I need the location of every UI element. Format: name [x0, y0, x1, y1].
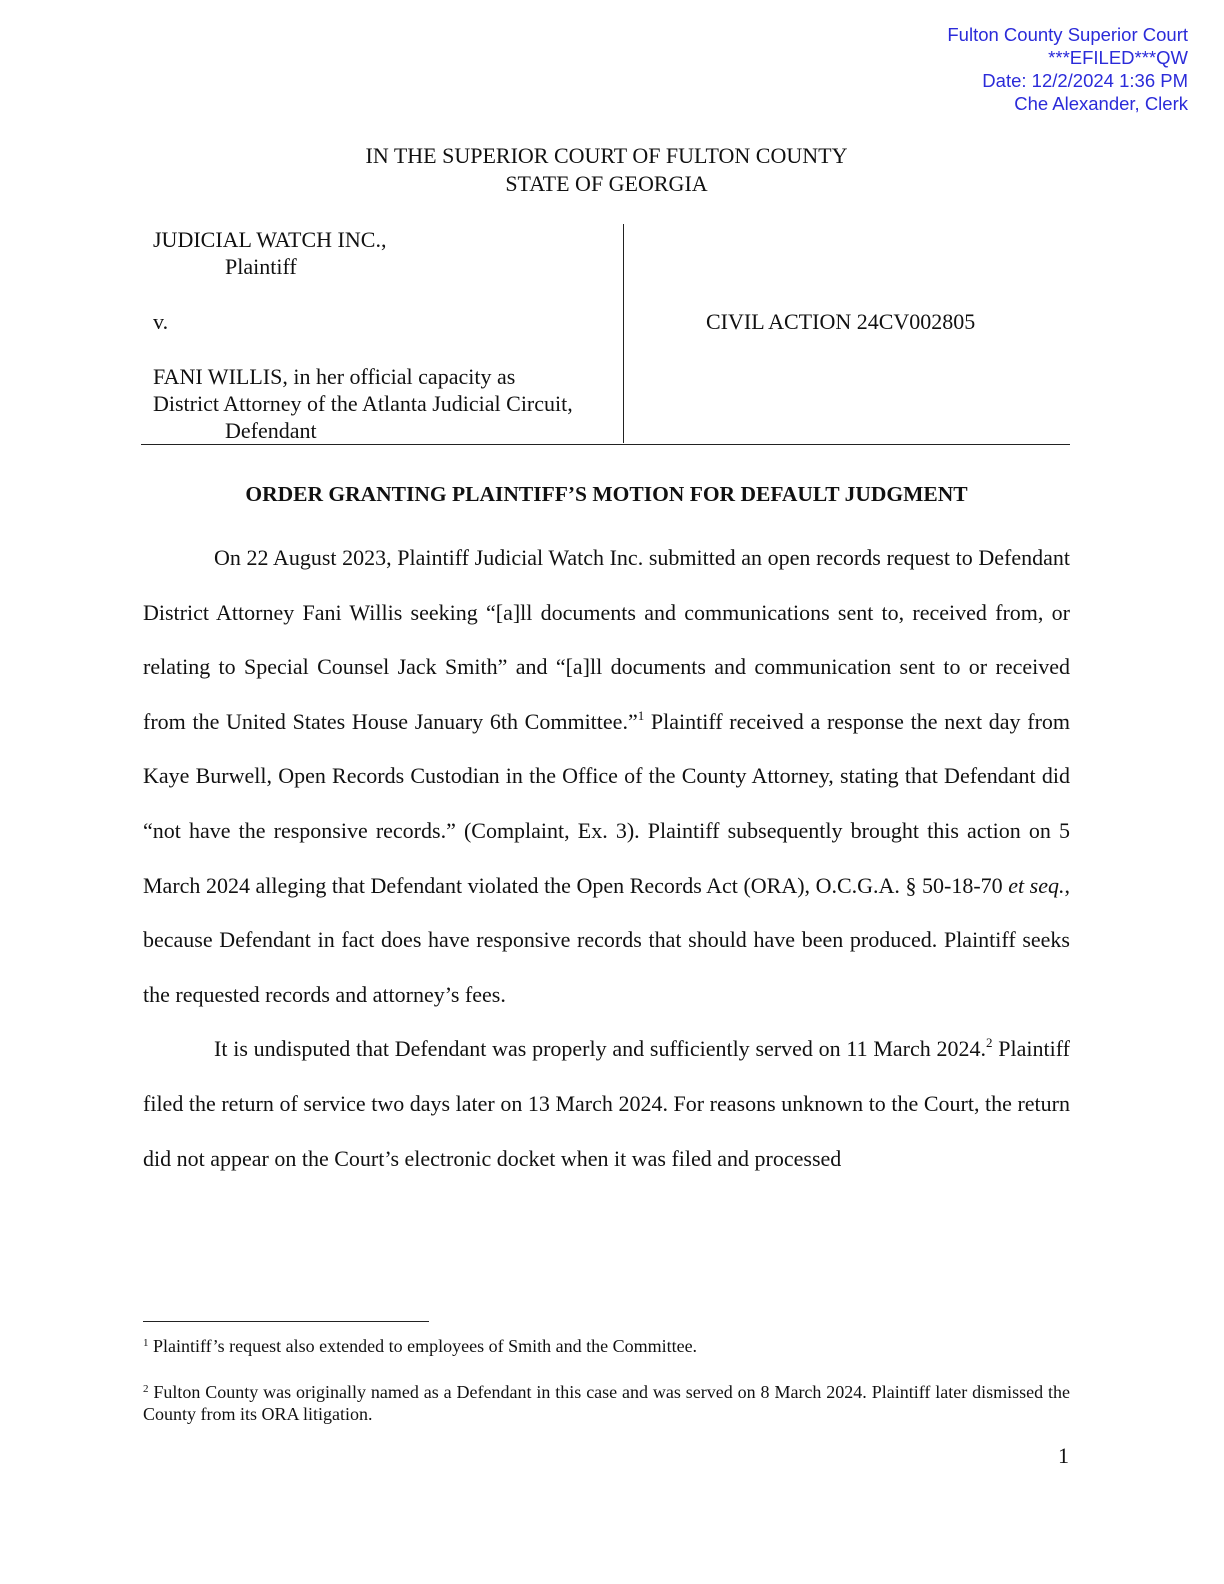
- plaintiff-role: Plaintiff: [225, 254, 297, 279]
- footnote-separator: [143, 1321, 429, 1322]
- page-number: 1: [1058, 1443, 1069, 1468]
- plaintiff-name: JUDICIAL WATCH INC.,: [153, 227, 387, 252]
- versus: v.: [153, 309, 169, 334]
- court-header: [143, 142, 1070, 198]
- paragraph-2: It is undisputed that Defendant was properly and sufficiently served on 11 March 2024.$^2$ Plaintiff filed the return of service two days later on 13 March 2024. For reasons unknown to the Court, the return did not appear on the Court’s electronic docket when it was filed and processed: [143, 1035, 1070, 1171]
- paragraph-1: On 22 August 2023, Plaintiff Judicial Watch Inc. submitted an open records request to Defendant District Attorney Fani Willis seeking “[a]ll documents and communications sent to, received from, or relating to Special Counsel Jack Smith” and “[a]ll documents and communication sent to or received from the United States House January 6th Committee.”$^1$ Plaintiff received a response the next day from Kaye Burwell, Open Records Custodian in the Office of the County Attorney, stating that Defendant did “not have the responsive records.” (Complaint, Ex. 3). Plaintiff subsequently brought this action on 5 March 2024 alleging that Defendant violated the Open Records Act (ORA), O.C.G.A. § 50-18-70 et seq., because Defendant in fact does have responsive records that should have been produced. Plaintiff seeks the requested records and attorney’s fees.: [143, 545, 1071, 1007]
- case-caption: [141, 224, 1070, 445]
- stamp-clerk: Che Alexander, Clerk: [1014, 93, 1188, 114]
- footnote-ref-1: 1: [637, 707, 645, 723]
- court-name: IN THE SUPERIOR COURT OF FULTON COUNTY: [365, 143, 848, 168]
- stamp-efiled: ***EFILED***QW: [1048, 47, 1188, 68]
- defendant-line-2: District Attorney of the Atlanta Judicial Circuit,: [153, 391, 573, 416]
- caption-divider: [623, 224, 624, 443]
- stamp-court: Fulton County Superior Court: [947, 24, 1188, 45]
- stamp-date: Date: 12/2/2024 1:36 PM: [982, 70, 1188, 91]
- order-body: [143, 531, 1070, 1186]
- court-state: STATE OF GEORGIA: [505, 171, 708, 196]
- efiling-stamp: [788, 23, 1188, 115]
- footnote-2: $^2$ Fulton County was originally named as a Defendant in this case and was served on 8 March 2024. Plaintiff later dismissed the County from its ORA litigation.: [143, 1382, 1070, 1424]
- order-title: ORDER GRANTING PLAINTIFF’S MOTION FOR DEFAULT JUDGMENT: [245, 482, 968, 506]
- defendant-role: Defendant: [225, 418, 317, 443]
- footnote-ref-2: 2: [986, 1035, 993, 1051]
- civil-action-number: CIVIL ACTION 24CV002805: [706, 309, 976, 334]
- defendant-line-1: FANI WILLIS, in her official capacity as: [153, 364, 516, 389]
- footnote-1: $^1$ Plaintiff’s request also extended to employees of Smith and the Committee.: [143, 1336, 698, 1356]
